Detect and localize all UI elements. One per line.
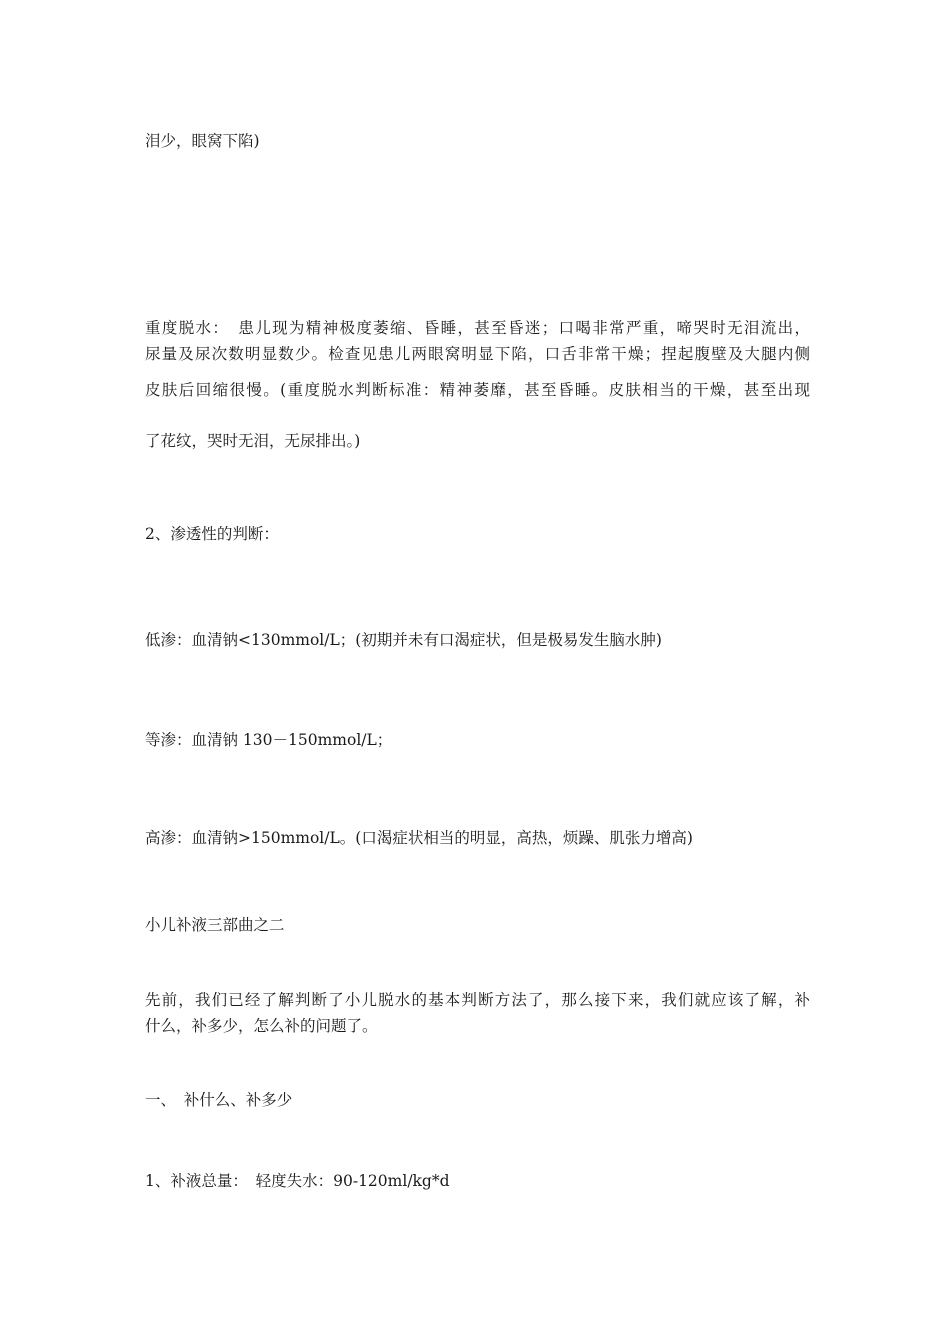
paragraph-intro-line-2: 什么，补多少，怎么补的问题了。 xyxy=(145,1017,378,1035)
paragraph-hypertonic: 高渗：血清钠>150mmol/L。(口渴症状相当的明显，高热，烦躁、肌张力增高) xyxy=(145,829,693,847)
paragraph-isotonic: 等渗：血清钠 130－150mmol/L； xyxy=(145,731,393,749)
paragraph-intro-line-1: 先前，我们已经了解判断了小儿脱水的基本判断方法了，那么接下来，我们就应该了解，补 xyxy=(145,991,810,1009)
paragraph-total-fluid: 1、补液总量： 轻度失水：90-120ml/kg*d xyxy=(145,1172,450,1190)
paragraph-severe-dehydration-line-3: 皮肤后回缩很慢。(重度脱水判断标准：精神萎靡，甚至昏睡。皮肤相当的干燥，甚至出现 xyxy=(145,381,810,399)
paragraph-severe-dehydration-line-1: 重度脱水： 患儿现为精神极度萎缩、昏睡，甚至昏迷；口喝非常严重，啼哭时无泪流出， xyxy=(145,319,810,337)
heading-osmolarity: 2、渗透性的判断： xyxy=(145,525,279,543)
heading-what-how-much: 一、 补什么、补多少 xyxy=(145,1091,293,1109)
section-title: 小儿补液三部曲之二 xyxy=(145,916,285,934)
paragraph-hypotonic: 低渗：血清钠<130mmol/L；(初期并未有口渴症状，但是极易发生脑水肿) xyxy=(145,631,662,649)
paragraph-severe-dehydration-line-2: 尿量及尿次数明显数少。检查见患儿两眼窝明显下陷，口舌非常干燥；捏起腹壁及大腿内侧 xyxy=(145,345,810,363)
paragraph-text: 泪少，眼窝下陷) xyxy=(145,132,260,150)
paragraph-severe-dehydration-line-4: 了花纹，哭时无泪，无尿排出。) xyxy=(145,432,361,450)
